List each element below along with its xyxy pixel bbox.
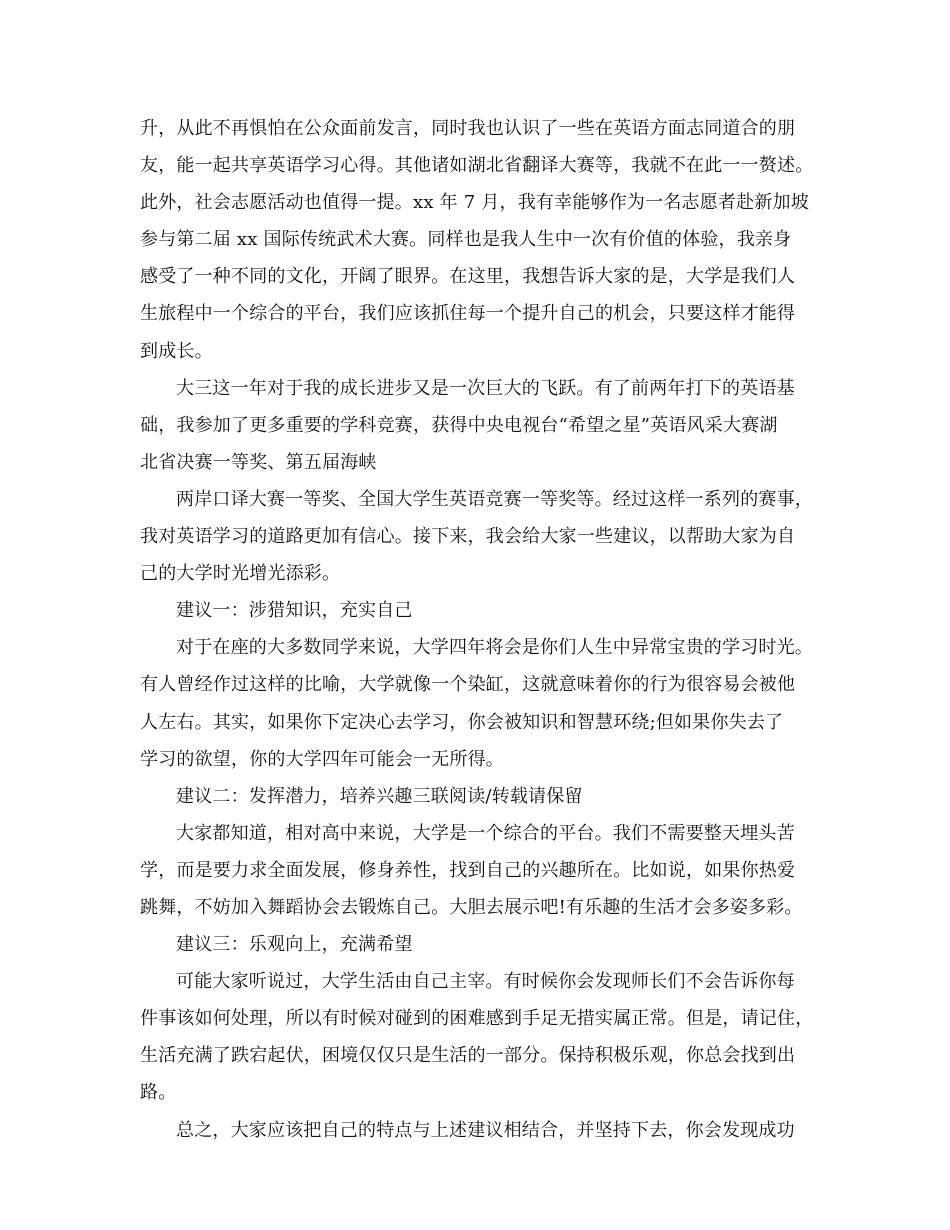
text-line: 此外，社会志愿活动也值得一提。xx 年 7 月，我有幸能够作为一名志愿者赴新加坡 xyxy=(140,192,809,214)
text-line: 参与第二届 xx 国际传统武术大赛。同样也是我人生中一次有价值的体验，我亲身 xyxy=(140,229,792,251)
text-line: 可能大家听说过，大学生活由自己主宰。有时候你会发现师长们不会告诉你每 xyxy=(176,971,795,993)
text-line: 生旅程中一个综合的平台，我们应该抓住每一个提升自己的机会，只要这样才能得 xyxy=(140,303,796,325)
text-line: 建议一：涉猎知识，充实自己 xyxy=(176,600,413,622)
text-line: 感受了一种不同的文化，开阔了眼界。在这里，我想告诉大家的是，大学是我们人 xyxy=(140,266,796,288)
text-line: 人左右。其实，如果你下定决心去学习，你会被知识和智慧环绕;但如果你失去了 xyxy=(140,711,784,733)
text-line: 总之，大家应该把自己的特点与上述建议相结合，并坚持下去，你会发现成功 xyxy=(176,1119,795,1141)
text-line: 件事该如何处理，所以有时候对碰到的困难感到手足无措实属正常。但是，请记住， xyxy=(140,1008,814,1030)
text-line: 学，而是要力求全面发展，修身养性，找到自己的兴趣所在。比如说，如果你热爱 xyxy=(140,859,796,881)
text-line: 升，从此不再惧怕在公众面前发言，同时我也认识了一些在英语方面志同道合的朋 xyxy=(140,118,796,139)
text-line: 大家都知道，相对高中来说，大学是一个综合的平台。我们不需要整天埋头苦 xyxy=(176,822,795,844)
text-line: 到成长。 xyxy=(140,340,213,362)
text-line: 跳舞，不妨加入舞蹈协会去锻炼自己。大胆去展示吧!有乐趣的生活才会多姿多彩。 xyxy=(140,896,803,918)
text-line: 有人曾经作过这样的比喻，大学就像一个染缸，这就意味着你的行为很容易会被他 xyxy=(140,674,796,696)
text-line: 友，能一起共享英语学习心得。其他诸如湖北省翻译大赛等，我就不在此一一赘述。 xyxy=(140,155,814,177)
text-line: 对于在座的大多数同学来说，大学四年将会是你们人生中异常宝贵的学习时光。 xyxy=(176,637,813,659)
text-line: 大三这一年对于我的成长进步又是一次巨大的飞跃。有了前两年打下的英语基 xyxy=(176,377,795,399)
text-line: 我对英语学习的道路更加有信心。接下来，我会给大家一些建议，以帮助大家为自 xyxy=(140,526,796,548)
text-line: 学习的欲望，你的大学四年可能会一无所得。 xyxy=(140,748,504,770)
text-line: 北省决赛一等奖、第五届海峡 xyxy=(140,451,377,473)
text-line: 路。 xyxy=(140,1082,177,1104)
text-line: 础，我参加了更多重要的学科竞赛，获得中央电视台“希望之星”英语风采大赛湖 xyxy=(140,414,778,436)
document-body xyxy=(140,110,820,1149)
text-line: 两岸口译大赛一等奖、全国大学生英语竞赛一等奖等。经过这样一系列的赛事， xyxy=(176,488,813,510)
text-line: 己的大学时光增光添彩。 xyxy=(140,563,341,585)
text-line: 建议二：发挥潜力，培养兴趣三联阅读/转载请保留 xyxy=(176,785,583,807)
text-line: 建议三：乐观向上，充满希望 xyxy=(176,934,413,956)
text-line: 生活充满了跌宕起伏，困境仅仅只是生活的一部分。保持积极乐观，你总会找到出 xyxy=(140,1045,796,1067)
